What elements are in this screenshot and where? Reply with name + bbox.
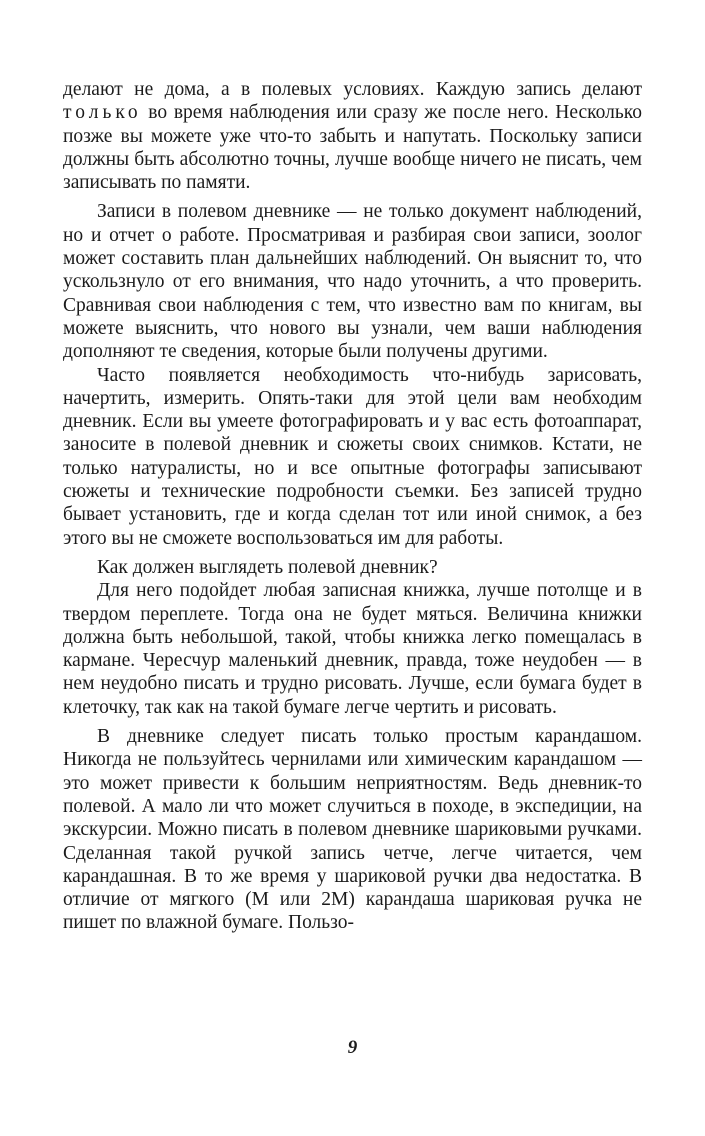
page-text xyxy=(63,78,642,935)
paragraph-notebook: Для него подойдет любая записная книжка, лучше потолще и в твердом переплете. Тогда она не будет мяться. Величина книжки должна быть небольшой, такой, чтобы книжка легко помещалась в кармане. Чересчур маленький дневник, правда, тоже неудобен — в нем неудобно писать и трудно рисовать. Лучше, если бумага будет в клеточку, так как на такой бумаге легче чертить и рисовать. xyxy=(63,580,642,718)
page-number: 9 xyxy=(347,1037,358,1058)
paragraph-1-after: во время наблюдения или сразу же после него. Несколько позже вы можете уже что-то забыть и напутать. Поскольку записи должны быть абсолютно точны, лучше вообще ничего не писать, чем записывать по памяти. xyxy=(63,102,642,194)
paragraph-1-before: делают не дома, а в полевых условиях. Каждую запись делают xyxy=(63,79,642,100)
paragraph-continuation xyxy=(63,78,642,194)
emphasis-spaced-word: только xyxy=(63,102,142,124)
paragraph-field-diary-records: Записи в полевом дневнике — не только документ наблюдений, но и отчет о работе. Просматривая и разбирая свои записи, зоолог может составить план дальнейших наблюдений. Он выяснит то, что ускользнуло от его внимания, что надо уточнить, а что проверить. Сравнивая свои наблюдения с тем, что известно вам по книгам, вы можете выяснить, что нового вы узнали, чем ваши наблюдения дополняют те сведения, которые были получены другими. xyxy=(63,201,642,363)
paragraph-sketching: Часто появляется необходимость что-нибудь зарисовать, начертить, измерить. Опять-таки для этой цели вам необходим дневник. Если вы умеете фотографировать и у вас есть фотоаппарат, заносите в полевой дневник и сюжеты своих снимков. Кстати, не только натуралисты, но и все опытные фотографы записывают сюжеты и технические подробности съемки. Без записей трудно бывает установить, где и когда сделан тот или иной снимок, а без этого вы не сможете воспользоваться им для работы. xyxy=(63,364,642,549)
paragraph-question: Как должен выглядеть полевой дневник? xyxy=(97,556,438,578)
paragraph-pencil: В дневнике следует писать только простым карандашом. Никогда не пользуйтесь чернилами или химическим карандашом — это может привести к большим неприятностям. Ведь дневник-то полевой. А мало ли что может случиться в походе, в экспедиции, на экскурсии. Можно писать в полевом дневнике шариковыми ручками. Сделанная такой ручкой запись четче, легче читается, чем карандашная. В то же время у шариковой ручки два недостатка. В отличие от мягкого (М или 2М) карандаша шариковая ручка не пишет по влажной бумаге. Пользо- xyxy=(63,726,642,934)
